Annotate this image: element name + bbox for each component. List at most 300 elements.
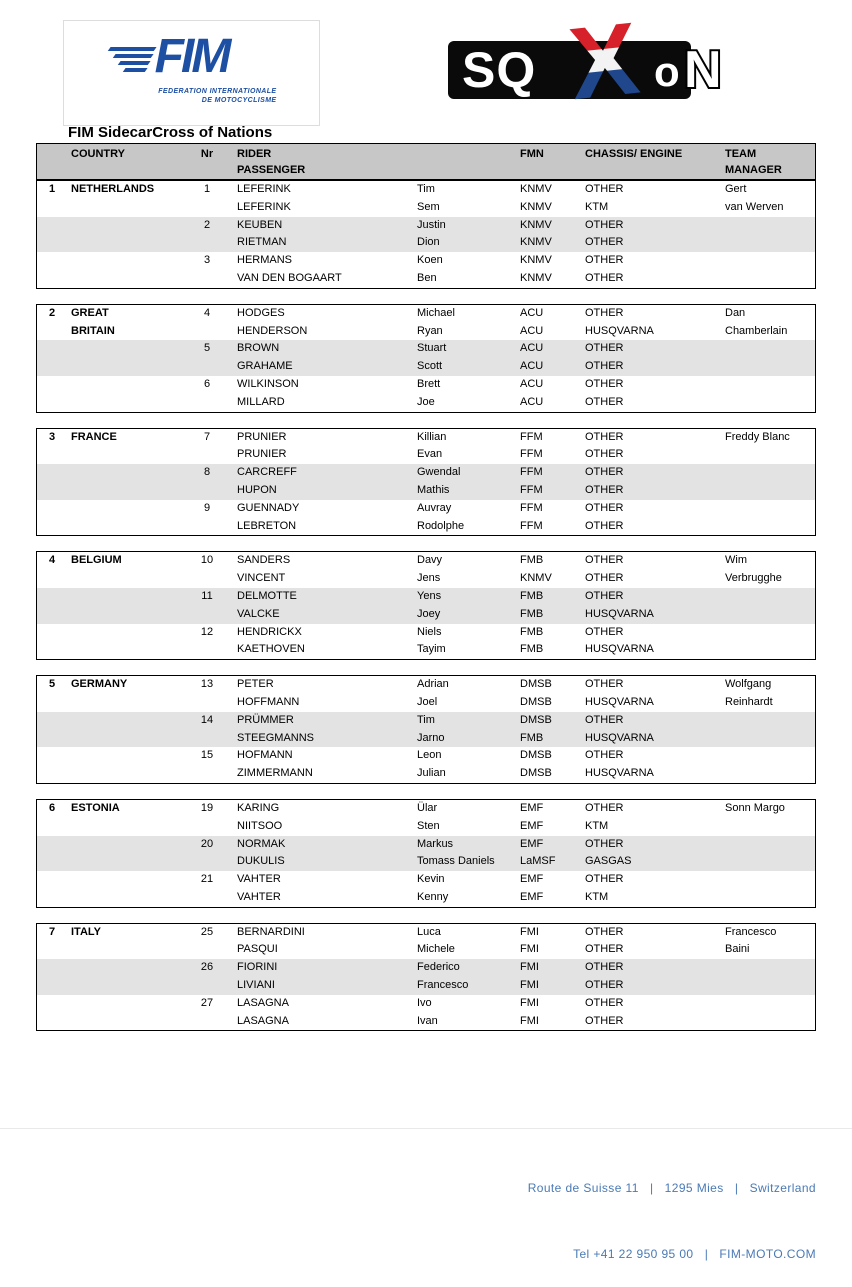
fmn-cell: FMI	[520, 979, 539, 992]
passenger-firstname-cell: Ryan	[417, 324, 443, 337]
fmn-cell: FFM	[520, 483, 543, 496]
race-number-cell: 8	[203, 466, 211, 479]
rider-firstname-cell: Justin	[417, 218, 446, 231]
country-cell	[67, 270, 191, 288]
team-manager-cell	[721, 217, 817, 235]
country-cell	[67, 234, 191, 252]
position-cell	[37, 252, 67, 270]
chassis-engine-cell: OTHER	[585, 483, 624, 496]
position-cell	[37, 234, 67, 252]
table-row	[37, 995, 815, 1013]
passenger-lastname-cell: HUPON	[237, 483, 277, 496]
race-number-cell: 7	[203, 430, 211, 443]
rider-lastname-cell: HENDRICKX	[237, 625, 302, 638]
rider-lastname-cell: VAHTER	[237, 873, 281, 886]
passenger-lastname-cell: LIVIANI	[237, 979, 275, 992]
chassis-engine-cell: OTHER	[585, 466, 624, 479]
chassis-engine-cell: OTHER	[585, 678, 624, 691]
team-manager-cell	[721, 252, 817, 270]
table-row	[37, 853, 815, 871]
chassis-engine-cell: OTHER	[585, 519, 624, 532]
position-cell: 5	[48, 678, 56, 691]
race-number-cell	[191, 977, 233, 995]
race-number-cell	[191, 694, 233, 712]
country-cell	[67, 482, 191, 500]
table-row	[37, 924, 815, 942]
race-number-cell: 4	[203, 306, 211, 319]
position-cell	[37, 199, 67, 217]
position-cell	[37, 889, 67, 907]
position-cell	[37, 606, 67, 624]
rider-lastname-cell: HODGES	[237, 306, 285, 319]
position-cell	[37, 694, 67, 712]
position-cell	[37, 853, 67, 871]
race-number-cell	[191, 394, 233, 412]
passenger-lastname-cell: VALCKE	[237, 607, 280, 620]
rider-lastname-cell: LEFERINK	[237, 183, 291, 195]
table-row	[37, 323, 815, 341]
position-cell	[37, 376, 67, 394]
country-cell	[67, 765, 191, 783]
rider-firstname-cell: Stuart	[417, 342, 447, 355]
country-cell: BRITAIN	[71, 324, 115, 337]
country-cell	[67, 464, 191, 482]
table-row	[37, 588, 815, 606]
passenger-lastname-cell: PRUNIER	[237, 448, 287, 461]
rider-firstname-cell: Michael	[417, 306, 455, 319]
passenger-firstname-cell: Rodolphe	[417, 519, 465, 532]
fmn-cell: FMI	[520, 925, 539, 938]
header-team-manager	[721, 144, 817, 179]
fmn-cell: ACU	[520, 360, 544, 373]
header-nr: Nr	[200, 148, 214, 160]
fmn-cell: ACU	[520, 306, 544, 319]
table-row	[37, 429, 815, 447]
chassis-engine-cell: OTHER	[585, 271, 624, 284]
passenger-firstname-cell: Evan	[417, 448, 443, 461]
entry-list-table	[36, 143, 816, 1031]
chassis-engine-cell: OTHER	[585, 360, 624, 373]
chassis-engine-cell: OTHER	[585, 1014, 624, 1027]
fmn-cell: EMF	[520, 890, 544, 903]
country-cell	[67, 500, 191, 518]
race-number-cell: 6	[203, 377, 211, 390]
country-cell	[67, 624, 191, 642]
chassis-engine-cell: OTHER	[585, 713, 624, 726]
team-manager-cell	[721, 871, 817, 889]
race-number-cell: 5	[203, 342, 211, 355]
country-cell	[67, 889, 191, 907]
fmn-cell: DMSB	[520, 713, 552, 726]
country-cell	[67, 199, 191, 217]
rider-lastname-cell: PRÜMMER	[237, 713, 294, 726]
team-manager-cell	[721, 394, 817, 412]
team-manager-cell	[721, 518, 817, 536]
fmn-cell: KNMV	[520, 183, 552, 195]
fmn-cell: FMB	[520, 731, 544, 744]
chassis-engine-cell: HUSQVARNA	[585, 643, 654, 656]
country-cell: BELGIUM	[71, 554, 122, 567]
rider-firstname-cell: Niels	[417, 625, 442, 638]
race-number-cell	[191, 606, 233, 624]
table-row	[37, 340, 815, 358]
passenger-lastname-cell: STEEGMANNS	[237, 731, 315, 744]
country-cell	[67, 836, 191, 854]
country-cell	[67, 376, 191, 394]
footer-address-line: Route de Suisse 11 | 1295 Mies | Switzerland	[527, 1181, 816, 1195]
table-row	[37, 252, 815, 270]
passenger-firstname-cell: Sem	[417, 200, 440, 213]
team-manager-cell: Chamberlain	[725, 324, 788, 337]
fmn-cell: FFM	[520, 430, 543, 443]
chassis-engine-cell: OTHER	[585, 979, 624, 992]
race-number-cell	[191, 818, 233, 836]
team-manager-cell	[721, 624, 817, 642]
header-country: COUNTRY	[71, 148, 125, 160]
country-block	[36, 675, 816, 784]
position-cell: 7	[48, 925, 56, 938]
table-row	[37, 730, 815, 748]
fmn-cell: FMI	[520, 961, 539, 974]
team-manager-cell: Sonn Margo	[725, 801, 785, 814]
team-manager-cell	[721, 730, 817, 748]
rider-firstname-cell: Killian	[417, 430, 447, 443]
team-manager-cell	[721, 712, 817, 730]
fmn-cell: ACU	[520, 324, 544, 337]
team-manager-cell: Gert	[725, 183, 747, 195]
table-row	[37, 800, 815, 818]
fmn-cell: KNMV	[520, 200, 552, 213]
chassis-engine-cell: OTHER	[585, 749, 624, 762]
race-number-cell	[191, 941, 233, 959]
country-cell	[67, 747, 191, 765]
position-cell	[37, 977, 67, 995]
race-number-cell: 11	[201, 589, 213, 602]
team-manager-cell	[721, 482, 817, 500]
race-number-cell: 26	[200, 961, 214, 974]
position-cell: 3	[48, 430, 56, 443]
header-fmn: FMN	[520, 148, 544, 160]
position-cell	[37, 941, 67, 959]
team-manager-cell	[721, 376, 817, 394]
header-firstname	[411, 144, 516, 179]
header-chassis-engine: CHASSIS/ ENGINE	[585, 148, 683, 160]
rider-firstname-cell: Markus	[417, 837, 454, 850]
fmn-cell: FFM	[520, 519, 543, 532]
race-number-cell: 20	[200, 837, 214, 850]
fmn-cell: KNMV	[520, 271, 552, 284]
race-number-cell: 19	[200, 801, 214, 814]
race-number-cell	[191, 518, 233, 536]
fmn-cell: FMB	[520, 625, 544, 638]
race-number-cell: 12	[200, 625, 214, 638]
country-blocks	[36, 181, 816, 1031]
chassis-engine-cell: OTHER	[585, 342, 624, 355]
passenger-firstname-cell: Kenny	[417, 890, 449, 903]
table-row	[37, 889, 815, 907]
country-cell	[67, 1013, 191, 1031]
country-cell	[67, 252, 191, 270]
fmn-cell: FMI	[520, 996, 539, 1009]
rider-firstname-cell: Luca	[417, 925, 441, 938]
country-cell	[67, 730, 191, 748]
page-title: FIM SidecarCross of Nations	[68, 124, 273, 141]
position-cell	[37, 217, 67, 235]
race-number-cell: 2	[203, 218, 211, 231]
country-cell: NETHERLANDS	[71, 183, 155, 195]
table-row	[37, 818, 815, 836]
fmn-cell: ACU	[520, 377, 544, 390]
table-row	[37, 836, 815, 854]
chassis-engine-cell: OTHER	[585, 873, 624, 886]
team-manager-cell	[721, 641, 817, 659]
footer-contact-line: Tel +41 22 950 95 00 | FIM-MOTO.COM	[573, 1247, 816, 1261]
passenger-firstname-cell: Dion	[417, 236, 440, 249]
country-block	[36, 181, 816, 289]
fmn-cell: LaMSF	[520, 855, 556, 868]
position-cell	[37, 518, 67, 536]
header-manager: MANAGER	[725, 164, 782, 176]
fim-logo-subtitle	[107, 87, 277, 105]
fmn-cell: ACU	[520, 395, 544, 408]
passenger-lastname-cell: PASQUI	[237, 943, 278, 956]
header-passenger: PASSENGER	[237, 164, 306, 176]
country-cell	[67, 853, 191, 871]
passenger-firstname-cell: Scott	[417, 360, 443, 373]
chassis-engine-cell: HUSQVARNA	[585, 607, 654, 620]
position-cell	[37, 394, 67, 412]
position-cell: 2	[48, 306, 56, 319]
race-number-cell	[191, 765, 233, 783]
passenger-firstname-cell: Mathis	[417, 483, 450, 496]
rider-firstname-cell: Kevin	[417, 873, 445, 886]
rider-lastname-cell: KARING	[237, 801, 280, 814]
rider-lastname-cell: BERNARDINI	[237, 925, 305, 938]
passenger-firstname-cell: Tayim	[417, 643, 446, 656]
rider-firstname-cell: Ivo	[417, 996, 432, 1009]
position-cell	[37, 588, 67, 606]
table-row	[37, 712, 815, 730]
fim-subtitle-line1: FEDERATION INTERNATIONALE	[158, 88, 277, 95]
header-rider: RIDER	[237, 148, 272, 160]
chassis-engine-cell: KTM	[585, 819, 609, 832]
race-number-cell: 3	[203, 254, 211, 267]
country-block	[36, 799, 816, 908]
sqxon-logo-x-flag: X	[564, 0, 644, 122]
rider-lastname-cell: FIORINI	[237, 961, 278, 974]
fmn-cell: FFM	[520, 501, 543, 514]
table-row	[37, 358, 815, 376]
passenger-lastname-cell: ZIMMERMANN	[237, 767, 313, 780]
passenger-lastname-cell: GRAHAME	[237, 360, 293, 373]
race-number-cell: 21	[200, 873, 214, 886]
position-cell	[37, 641, 67, 659]
fim-logo-text: FIM	[154, 30, 229, 83]
rider-firstname-cell: Davy	[417, 554, 443, 567]
team-manager-cell: Reinhardt	[725, 695, 773, 708]
rider-firstname-cell: Tim	[417, 713, 435, 726]
chassis-engine-cell: OTHER	[585, 589, 624, 602]
fim-wordmark	[155, 31, 229, 83]
country-cell	[67, 641, 191, 659]
rider-lastname-cell: NORMAK	[237, 837, 286, 850]
rider-lastname-cell: DELMOTTE	[237, 589, 297, 602]
position-cell	[37, 1013, 67, 1031]
table-row	[37, 641, 815, 659]
table-row	[37, 624, 815, 642]
race-number-cell	[191, 199, 233, 217]
team-manager-cell	[721, 977, 817, 995]
race-number-cell	[191, 570, 233, 588]
footer	[528, 1133, 816, 1287]
country-cell	[67, 694, 191, 712]
fim-subtitle-line2: DE MOTOCYCLISME	[201, 97, 277, 104]
country-block	[36, 923, 816, 1032]
fmn-cell: FFM	[520, 448, 543, 461]
team-manager-cell	[721, 995, 817, 1013]
country-cell	[67, 518, 191, 536]
position-cell	[37, 959, 67, 977]
fim-logo	[63, 20, 320, 126]
rider-firstname-cell: Koen	[417, 254, 443, 267]
race-number-cell: 10	[200, 554, 214, 567]
country-cell	[67, 977, 191, 995]
table-row	[37, 552, 815, 570]
passenger-lastname-cell: VAHTER	[237, 890, 281, 903]
chassis-engine-cell: OTHER	[585, 501, 624, 514]
fmn-cell: DMSB	[520, 678, 552, 691]
rider-firstname-cell: Auvray	[417, 501, 452, 514]
passenger-firstname-cell: Sten	[417, 819, 440, 832]
race-number-cell	[191, 641, 233, 659]
chassis-engine-cell: OTHER	[585, 183, 624, 195]
country-cell	[67, 446, 191, 464]
chassis-engine-cell: OTHER	[585, 961, 624, 974]
chassis-engine-cell: OTHER	[585, 554, 624, 567]
team-manager-cell	[721, 270, 817, 288]
rider-lastname-cell: SANDERS	[237, 554, 291, 567]
chassis-engine-cell: OTHER	[585, 943, 624, 956]
race-number-cell	[191, 358, 233, 376]
sqxon-logo-o: o	[654, 48, 680, 95]
rider-lastname-cell: HERMANS	[237, 254, 293, 267]
chassis-engine-cell: OTHER	[585, 236, 624, 249]
passenger-firstname-cell: Michele	[417, 943, 455, 956]
table-row	[37, 694, 815, 712]
country-cell	[67, 358, 191, 376]
passenger-firstname-cell: Ben	[417, 271, 437, 284]
fmn-cell: EMF	[520, 801, 544, 814]
position-cell: 1	[48, 183, 56, 195]
passenger-firstname-cell: Jarno	[417, 731, 445, 744]
fmn-cell: EMF	[520, 819, 544, 832]
fmn-cell: DMSB	[520, 749, 552, 762]
rider-firstname-cell: Adrian	[417, 678, 449, 691]
chassis-engine-cell: OTHER	[585, 837, 624, 850]
race-number-cell	[191, 446, 233, 464]
fmn-cell: FMB	[520, 643, 544, 656]
rider-firstname-cell: Ülar	[417, 801, 438, 814]
team-manager-cell: Baini	[725, 943, 750, 956]
team-manager-cell	[721, 1013, 817, 1031]
team-manager-cell	[721, 588, 817, 606]
position-cell	[37, 570, 67, 588]
country-cell	[67, 340, 191, 358]
position-cell	[37, 995, 67, 1013]
position-cell	[37, 712, 67, 730]
race-number-cell	[191, 1013, 233, 1031]
position-cell	[37, 500, 67, 518]
fmn-cell: KNMV	[520, 254, 552, 267]
team-manager-cell	[721, 464, 817, 482]
position-cell	[37, 340, 67, 358]
team-manager-cell: van Werven	[725, 200, 784, 213]
chassis-engine-cell: OTHER	[585, 572, 624, 585]
rider-firstname-cell: Tim	[417, 183, 435, 195]
fmn-cell: FMI	[520, 1014, 539, 1027]
rider-lastname-cell: PRUNIER	[237, 430, 287, 443]
fmn-cell: EMF	[520, 873, 544, 886]
position-cell	[37, 836, 67, 854]
chassis-engine-cell: HUSQVARNA	[585, 767, 654, 780]
fmn-cell: FMB	[520, 589, 544, 602]
passenger-lastname-cell: VAN DEN BOGAART	[237, 271, 342, 284]
fmn-cell: FFM	[520, 466, 543, 479]
position-cell	[37, 446, 67, 464]
rider-lastname-cell: PETER	[237, 678, 274, 691]
chassis-engine-cell: OTHER	[585, 625, 624, 638]
chassis-engine-cell: HUSQVARNA	[585, 731, 654, 744]
position-cell	[37, 270, 67, 288]
team-manager-cell: Francesco	[725, 925, 777, 938]
team-manager-cell	[721, 959, 817, 977]
country-cell	[67, 818, 191, 836]
race-number-cell: 14	[200, 713, 214, 726]
country-cell	[67, 394, 191, 412]
team-manager-cell: Freddy Blanc	[725, 430, 790, 443]
table-row	[37, 871, 815, 889]
footer-divider	[0, 1128, 852, 1129]
table-header	[36, 143, 816, 181]
team-manager-cell	[721, 889, 817, 907]
table-row	[37, 446, 815, 464]
country-block	[36, 428, 816, 537]
fmn-cell: KNMV	[520, 572, 552, 585]
chassis-engine-cell: OTHER	[585, 218, 624, 231]
table-row	[37, 234, 815, 252]
table-row	[37, 482, 815, 500]
race-number-cell: 13	[200, 678, 214, 691]
passenger-lastname-cell: DUKULIS	[237, 855, 285, 868]
table-row	[37, 747, 815, 765]
table-row	[37, 765, 815, 783]
passenger-firstname-cell: Joe	[417, 395, 435, 408]
team-manager-cell	[721, 234, 817, 252]
rider-lastname-cell: LASAGNA	[237, 996, 289, 1009]
fmn-cell: FMB	[520, 607, 544, 620]
rider-firstname-cell: Leon	[417, 749, 442, 762]
position-cell	[37, 747, 67, 765]
passenger-firstname-cell: Joel	[417, 695, 438, 708]
race-number-cell: 1	[203, 183, 211, 195]
team-manager-cell: Wolfgang	[725, 678, 772, 691]
header-pos	[37, 144, 67, 179]
country-cell: GERMANY	[71, 678, 128, 691]
team-manager-cell	[721, 818, 817, 836]
table-row	[37, 606, 815, 624]
chassis-engine-cell: HUSQVARNA	[585, 324, 654, 337]
rider-firstname-cell: Brett	[417, 377, 441, 390]
